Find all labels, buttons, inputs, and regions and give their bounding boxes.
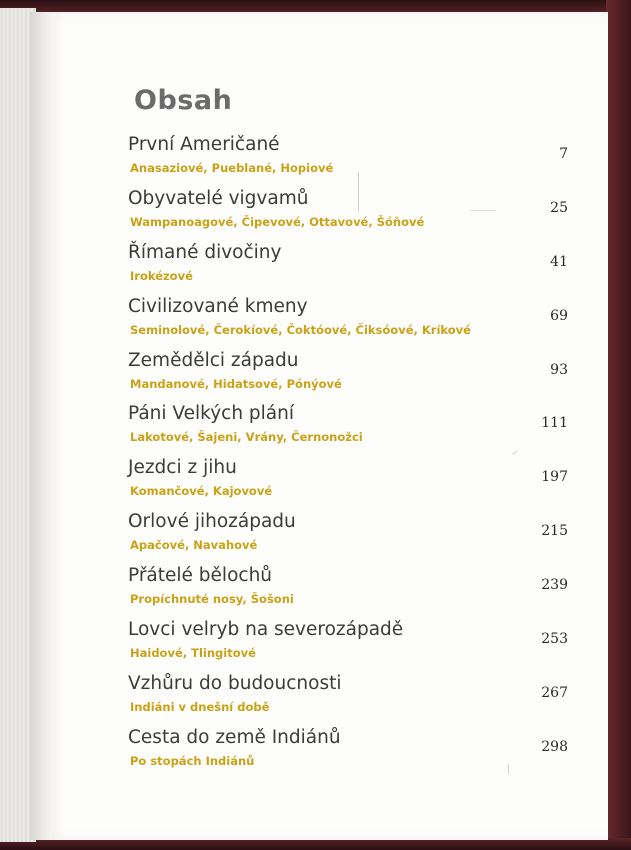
toc-entry-title: Jezdci z jihu: [128, 457, 237, 478]
toc-entry-subtitle: Wampanoagové, Čipevové, Ottavové, Šóňové: [130, 215, 425, 229]
toc-entry[interactable]: [128, 188, 568, 238]
toc-entry[interactable]: [128, 242, 568, 292]
pencil-mark: [358, 172, 359, 212]
toc-entry[interactable]: [128, 511, 568, 561]
toc-entry-page: 7: [559, 146, 568, 162]
toc-entry[interactable]: [128, 296, 568, 346]
toc-entry-title: Lovci velryb na severozápadě: [128, 619, 404, 640]
pencil-mark: [508, 764, 509, 774]
toc-entry-subtitle: Haidové, Tlingitové: [130, 646, 256, 660]
toc-entry[interactable]: [128, 565, 568, 615]
toc-entry-title: Zemědělci západu: [128, 350, 299, 371]
toc-entry[interactable]: [128, 619, 568, 669]
toc-entry[interactable]: [128, 457, 568, 507]
toc-entry[interactable]: [128, 727, 568, 777]
toc-entry-title: Orlové jihozápadu: [128, 511, 296, 532]
toc-entry-subtitle: Po stopách Indiánů: [130, 754, 255, 768]
toc-entry-title: Přátelé bělochů: [128, 565, 273, 586]
toc-entry-subtitle: Lakotové, Šajeni, Vrány, Černonožci: [130, 430, 363, 444]
toc-entry-page: 239: [541, 577, 568, 593]
book-page: [30, 12, 608, 840]
toc-entry-subtitle: Irokézové: [130, 269, 193, 283]
toc-entry-title: Obyvatelé vigvamů: [128, 188, 309, 209]
toc-entry-page: 93: [550, 362, 568, 378]
toc-entry[interactable]: [128, 350, 568, 400]
toc-entry-subtitle: Komančové, Kajovové: [130, 484, 273, 498]
toc-entry-subtitle: Anasaziové, Pueblané, Hopiové: [130, 161, 334, 175]
table-of-contents: [30, 12, 608, 840]
toc-entry-page: 215: [541, 523, 568, 539]
toc-entry-title: Civilizované kmeny: [128, 296, 308, 317]
toc-entry-page: 267: [541, 685, 568, 701]
toc-entry-subtitle: Indiáni v dnešní době: [130, 700, 270, 714]
toc-entry-title: Římané divočiny: [128, 242, 282, 263]
toc-entry-page: 25: [550, 200, 568, 216]
toc-entry-subtitle: Propíchnuté nosy, Šošoni: [130, 592, 294, 606]
page-title: Obsah: [134, 85, 233, 116]
toc-entry-page: 298: [541, 739, 568, 755]
toc-entry-page: 41: [550, 254, 568, 270]
toc-entry-title: První Američané: [128, 134, 280, 155]
toc-entry-subtitle: Seminolové, Čerokíové, Čoktóové, Čiksóové, Kríkové: [130, 323, 471, 337]
toc-entry-subtitle: Apačové, Navahové: [130, 538, 258, 552]
toc-entry-title: Cesta do země Indiánů: [128, 727, 341, 748]
toc-entry[interactable]: [128, 403, 568, 453]
toc-entry-page: 69: [550, 308, 568, 324]
toc-entry-page: 253: [541, 631, 568, 647]
toc-entry[interactable]: [128, 134, 568, 184]
toc-entry-title: Páni Velkých plání: [128, 403, 295, 424]
toc-entry-subtitle: Mandanové, Hidatsové, Pónýové: [130, 377, 342, 391]
toc-entry[interactable]: [128, 673, 568, 723]
book-cover-right: [606, 0, 631, 850]
toc-entry-title: Vzhůru do budoucnosti: [128, 673, 342, 694]
pencil-mark: [470, 210, 496, 211]
toc-entry-page: 197: [541, 469, 568, 485]
toc-entry-page: 111: [541, 415, 568, 431]
